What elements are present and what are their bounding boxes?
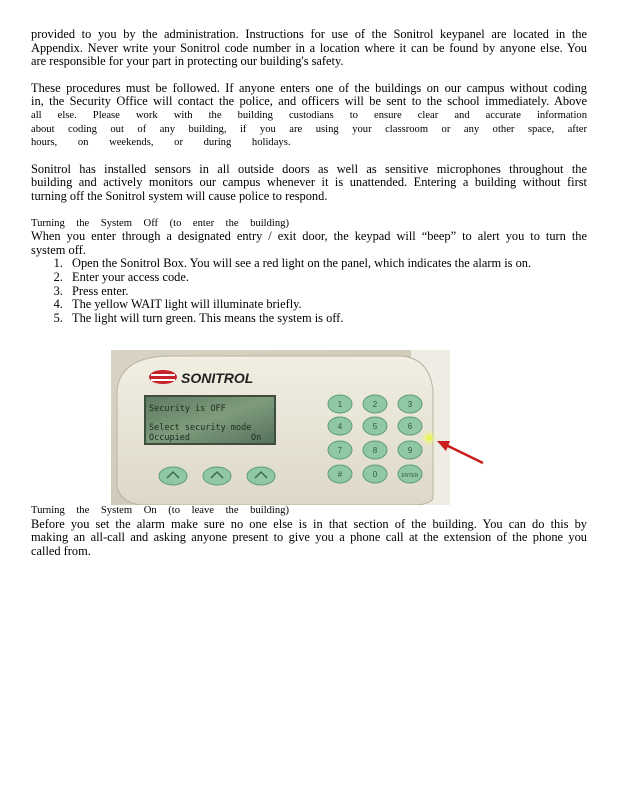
key-label: 0 <box>372 470 378 479</box>
key-0[interactable] <box>363 465 387 483</box>
key-label: 1 <box>337 400 343 409</box>
off-section-heading: Turning the System Off (to enter the building) <box>31 217 289 229</box>
on-section-line-2: making an all-call and asking anyone present to give you a phone call at the extension of the phone you <box>31 530 587 545</box>
intro-line-2: Appendix. Never write your Sonitrol code number in a location where it can be found by anyone else. You <box>31 40 587 55</box>
brand-text: SONITROL <box>181 370 254 386</box>
soft-key-left[interactable] <box>159 467 187 485</box>
key-1[interactable] <box>328 395 352 413</box>
off-step-1: 1. Open the Sonitrol Box. You will see a red light on the panel, which indicates the alarm is on. <box>66 257 587 271</box>
key-3[interactable] <box>398 395 422 413</box>
key-8[interactable] <box>363 441 387 459</box>
off-section-line-1: When you enter through a designated entry / exit door, the keypad will “beep” to alert you to turn the <box>31 229 587 244</box>
lcd-line-1: Security is OFF <box>149 404 226 414</box>
lcd-line-2: Select security mode <box>149 423 252 433</box>
on-section-heading: Turning the System On (to leave the building) <box>31 505 289 517</box>
wait-light <box>426 435 432 441</box>
key-label: 2 <box>372 400 378 409</box>
key-6[interactable] <box>398 417 422 435</box>
key-label: 7 <box>337 446 343 455</box>
intro-line-1: provided to you by the administration. Instructions for use of the Sonitrol keypanel are located in the <box>31 27 587 41</box>
off-step-2: 2. Enter your access code. <box>66 271 587 285</box>
logo-mark <box>149 370 177 384</box>
lcd-line-3-left: Occupied <box>149 433 190 443</box>
soft-key-middle[interactable] <box>203 467 231 485</box>
soft-key-right[interactable] <box>247 467 275 485</box>
key-7[interactable] <box>328 441 352 459</box>
key-label: 3 <box>407 400 413 409</box>
sensors-line-2: building and actively monitors our campus whenever it is unattended. Entering a building without first <box>31 175 587 190</box>
key-2[interactable] <box>363 395 387 413</box>
sensors-line-3: turning off the Sonitrol system will cause police to respond. <box>31 188 328 203</box>
keypad-photo <box>111 350 450 505</box>
key-hash[interactable] <box>328 465 352 483</box>
key-label: 9 <box>407 446 413 455</box>
off-section-line-2: system off. <box>31 242 86 257</box>
off-step-3: 3. Press enter. <box>66 285 587 299</box>
key-label: # <box>337 470 343 479</box>
procedures-line-3: all else. Please work with the building custodians to ensure clear and accurate information <box>31 109 587 121</box>
intro-line-3: are responsible for your part in protecting our building's safety. <box>31 54 344 69</box>
key-5[interactable] <box>363 417 387 435</box>
key-label: 4 <box>337 422 343 431</box>
lcd-line-3-right: On <box>251 433 262 443</box>
sonitrol-logo <box>149 370 253 386</box>
key-label: 8 <box>372 446 378 455</box>
sensors-line-1: Sonitrol has installed sensors in all outside doors as well as sensitive microphones throughout the <box>31 161 587 176</box>
key-4[interactable] <box>328 417 352 435</box>
on-section-line-1: Before you set the alarm make sure no one else is in that section of the building. You can do this by <box>31 516 587 531</box>
procedures-line-4: about coding out of any building, if you are using your classroom or any other space, after <box>31 123 587 135</box>
procedures-line-2: in, the Security Office will contact the police, and officers will be sent to the school immediately. Above <box>31 94 587 109</box>
on-section-line-3: called from. <box>31 544 91 559</box>
key-label: 5 <box>372 422 378 431</box>
key-9[interactable] <box>398 441 422 459</box>
procedures-line-1: These procedures must be followed. If anyone enters one of the buildings on our campus without coding <box>31 80 587 95</box>
key-label: 6 <box>407 422 413 431</box>
key-label: ENTER <box>401 473 419 479</box>
off-step-5: 5. The light will turn green. This means the system is off. <box>66 312 587 326</box>
off-step-4: 4. The yellow WAIT light will illuminate briefly. <box>66 298 587 312</box>
off-steps-list <box>31 257 587 325</box>
key-enter[interactable] <box>398 465 422 483</box>
arrow-overhang <box>436 435 496 475</box>
procedures-line-5: hours, on weekends, or during holidays. <box>31 137 291 149</box>
